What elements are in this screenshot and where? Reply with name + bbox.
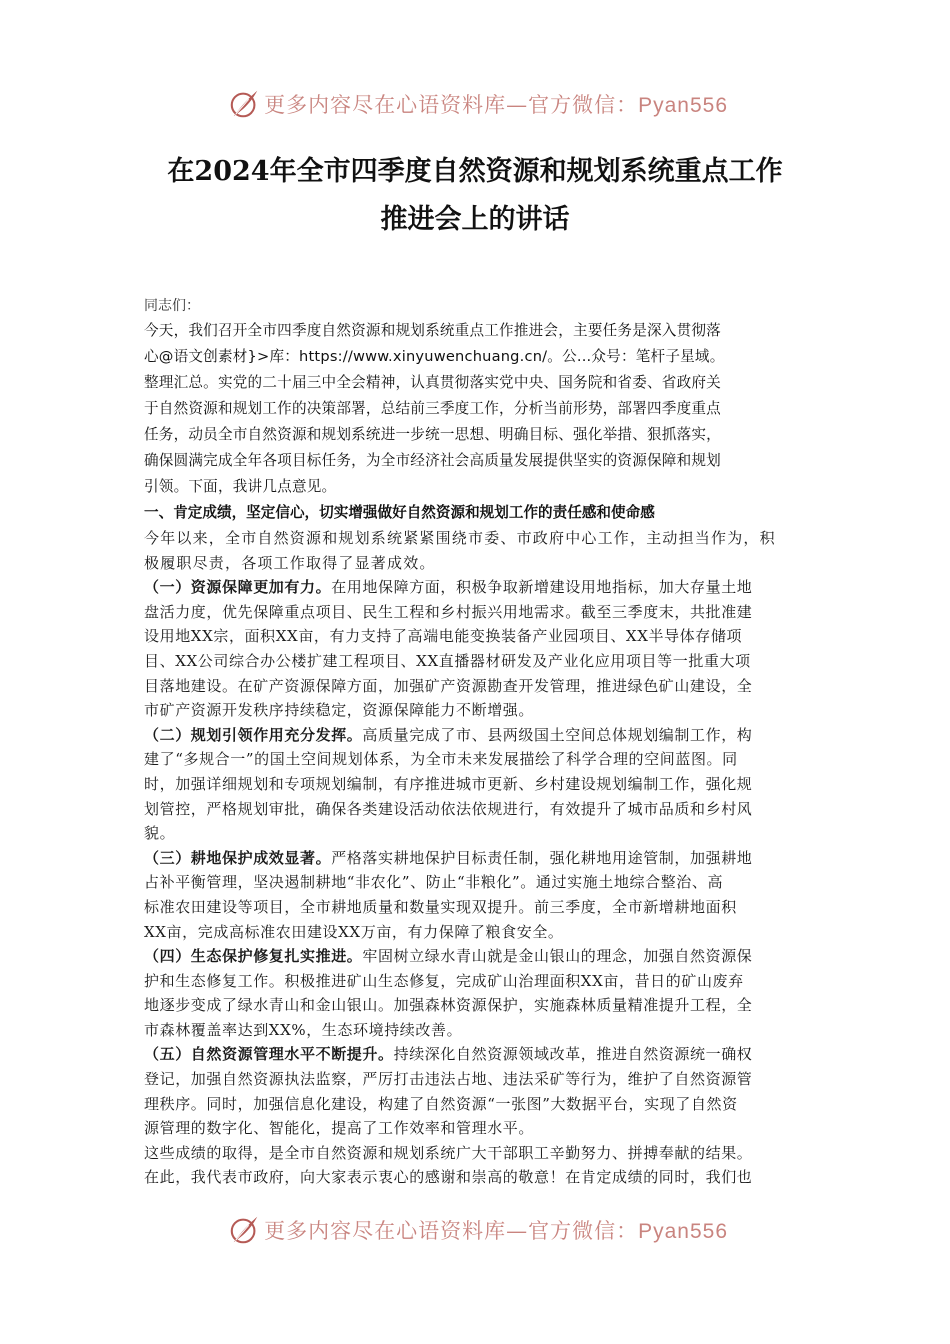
paragraph-line: 理秩序。同时，加强信息化建设，构建了自然资源“一张图”大数据平台，实现了自然资 (144, 1094, 738, 1113)
paragraph-line: 极履职尽责，各项工作取得了显著成效。 (144, 553, 436, 572)
paragraph-line: 今年以来，全市自然资源和规划系统紧紧围绕市委、市政府中心工作，主动担当作为，积 (144, 529, 776, 547)
header-watermark-banner (228, 84, 728, 124)
document-body (144, 294, 809, 1190)
paragraph-line: 设用地XX宗，面积XX亩，有力支持了高端电能变换装备产业园项目、XX半导体存储项 (144, 627, 743, 646)
paragraph-line: 盘活力度，优先保障重点项目、民生工程和乡村振兴用地需求。截至三季度末，共批准建 (144, 602, 753, 621)
intro-line: 今天，我们召开全市四季度自然资源和规划系统重点工作推进会，主要任务是深入贯彻落 (144, 322, 721, 339)
subsection-paragraph: （五）自然资源管理水平不断提升。持续深化自然资源领域改革，推进自然资源统一确权 登记，加强自然资源执法监察，严厉打击违法占地、违法采矿等行为，维护了自然资源管 理秩序。同时，加强信息化建设，构建了自然资源“一张图”大数据平台，实现了自然资 源管理的数字化、智能化，提高了工作效率和管理水平。 (144, 1042, 809, 1140)
section-heading: 一、肯定成绩，坚定信心，切实增强做好自然资源和规划工作的责任感和使命感 (144, 504, 655, 521)
paragraph-line: 地逐步变成了绿水青山和金山银山。加强森林资源保护，实施森林质量精准提升工程，全 (144, 996, 753, 1015)
paragraph-line: XX亩，完成高标准农田建设XX万亩，有力保障了粮食安全。 (144, 922, 564, 941)
intro-line: 引领。下面，我讲几点意见。 (144, 478, 337, 495)
paragraph-line: 时，加强详细规划和专项规划编制，有序推进城市更新、乡村建设规划编制工作，强化规 (144, 774, 753, 793)
paragraph-line: 市矿产资源开发秩序持续稳定，资源保障能力不断增强。 (144, 701, 535, 720)
paragraph-line: 划管控，严格规划审批，确保各类建设活动依法依规进行，有效提升了城市品质和乡村风 (144, 799, 753, 818)
subsection-paragraph: （三）耕地保护成效显著。严格落实耕地保护目标责任制，强化耕地用途管制，加强耕地 占补平衡管理，坚决遏制耕地“非农化”、防止“非粮化”。通过实施土地综合整治、高 标准农田建设等项目，全市耕地质量和数量实现双提升。前三季度，全市新增耕地面积 XX亩，完成高标准农田建设XX万亩，有力保障了粮食安全。 (144, 846, 809, 944)
intro-paragraph (144, 318, 809, 500)
subsection-paragraph: （一）资源保障更加有力。在用地保障方面，积极争取新增建设用地指标，加大存量土地 盘活力度，优先保障重点项目、民生工程和乡村振兴用地需求。截至三季度末，共批准建 设用地XX宗，面积XX亩，有力支持了高端电能变换装备产业园项目、XX半导体存储项 目、XX公司综合办公楼扩建工程项目、XX直播器材研发及产业化应用项目等一批重大项 目落地建设。在矿产资源保障方面，加强矿产资源勘查开发管理，推进绿色矿山建设，全 市矿产资源开发秩序持续稳定，资源保障能力不断增强。 (144, 575, 809, 723)
paragraph-line: 目落地建设。在矿产资源保障方面，加强矿产资源勘查开发管理，推进绿色矿山建设，全 (144, 676, 753, 695)
footer-watermark-banner (228, 1210, 728, 1250)
paragraph-line: 在此，我代表市政府，向大家表示衷心的感谢和崇高的敬意！在肯定成绩的同时，我们也 (144, 1168, 753, 1187)
subsection-heading: （三）耕地保护成效显著。 (144, 848, 332, 867)
section-lead-paragraph (144, 526, 809, 575)
closing-paragraph (144, 1141, 809, 1190)
quill-logo-icon (228, 87, 260, 121)
paragraph-line: 标准农田建设等项目，全市耕地质量和数量实现双提升。前三季度，全市新增耕地面积 (144, 897, 737, 916)
paragraph-line: 目、XX公司综合办公楼扩建工程项目、XX直播器材研发及产业化应用项目等一批重大项 (144, 651, 751, 670)
paragraph-line: 源管理的数字化、智能化，提高了工作效率和管理水平。 (144, 1119, 535, 1138)
paragraph-line: 建了“多规合一”的国土空间规划体系，为全市未来发展描绘了科学合理的空间蓝图。同 (144, 750, 738, 769)
subsection-heading: （四）生态保护修复扎实推进。 (144, 947, 363, 966)
banner-wechat-id: Pyan556 (638, 94, 728, 117)
subsection-heading: （二）规划引领作用充分发挥。 (144, 725, 363, 744)
paragraph-line: 貌。 (144, 824, 176, 843)
paragraph-line: 护和生态修复工作。积极推进矿山生态修复，完成矿山治理面积XX亩，昔日的矿山废弃 (144, 971, 744, 990)
title-line-2: 推进会上的讲话 (380, 204, 570, 235)
paragraph-line: 这些成绩的取得，是全市自然资源和规划系统广大干部职工辛勤努力、拼搏奉献的结果。 (144, 1143, 753, 1162)
paragraph-line: 市森林覆盖率达到XX%，生态环境持续改善。 (144, 1020, 463, 1039)
banner-text: 更多内容尽在心语资料库—官方微信：Pyan556 (264, 93, 728, 117)
salutation: 同志们： (144, 298, 200, 314)
subsection-heading: （五）自然资源管理水平不断提升。 (144, 1045, 394, 1064)
document-title (100, 148, 850, 244)
title-line-1: 在2024年全市四季度自然资源和规划系统重点工作 (167, 156, 783, 187)
subsection-paragraph: （二）规划引领作用充分发挥。高质量完成了市、县两级国土空间总体规划编制工作，构 建了“多规合一”的国土空间规划体系，为全市未来发展描绘了科学合理的空间蓝图。同 时，加强详细规划和专项规划编制，有序推进城市更新、乡村建设规划编制工作，强化规 划管控，严格规划审批，确保各类建设活动依法依规进行，有效提升了城市品质和乡村风 貌。 (144, 723, 809, 846)
banner-wechat-id: Pyan556 (638, 1220, 728, 1243)
intro-line: 任务，动员全市自然资源和规划系统进一步统一思想、明确目标、强化举措、狠抓落实， (144, 426, 721, 443)
intro-line: 确保圆满完成全年各项目标任务，为全市经济社会高质量发展提供坚实的资源保障和规划 (144, 452, 721, 469)
paragraph-line: 占补平衡管理，坚决遏制耕地“非农化”、防止“非粮化”。通过实施土地综合整治、高 (144, 873, 724, 892)
intro-line: 于自然资源和规划工作的决策部署，总结前三季度工作，分析当前形势，部署四季度重点 (144, 400, 721, 417)
banner-text: 更多内容尽在心语资料库—官方微信：Pyan556 (264, 1219, 728, 1243)
intro-line: 整理汇总。实党的二十届三中全会精神，认真贯彻落实党中央、国务院和省委、省政府关 (144, 374, 721, 391)
subsection-heading: （一）资源保障更加有力。 (144, 578, 332, 597)
paragraph-line: 登记，加强自然资源执法监察，严厉打击违法占地、违法采矿等行为，维护了自然资源管 (144, 1070, 753, 1089)
subsection-paragraph: （四）生态保护修复扎实推进。牢固树立绿水青山就是金山银山的理念，加强自然资源保 护和生态修复工作。积极推进矿山生态修复，完成矿山治理面积XX亩，昔日的矿山废弃 地逐步变成了绿水青山和金山银山。加强森林资源保护，实施森林质量精准提升工程，全 市森林覆盖率达到XX%，生态环境持续改善。 (144, 944, 809, 1042)
intro-line: 心@语文创素材}>库：https://www.xinyuwenchuang.cn/。公...众号：笔杆子星域。 (144, 348, 725, 365)
quill-logo-icon (228, 1213, 260, 1247)
